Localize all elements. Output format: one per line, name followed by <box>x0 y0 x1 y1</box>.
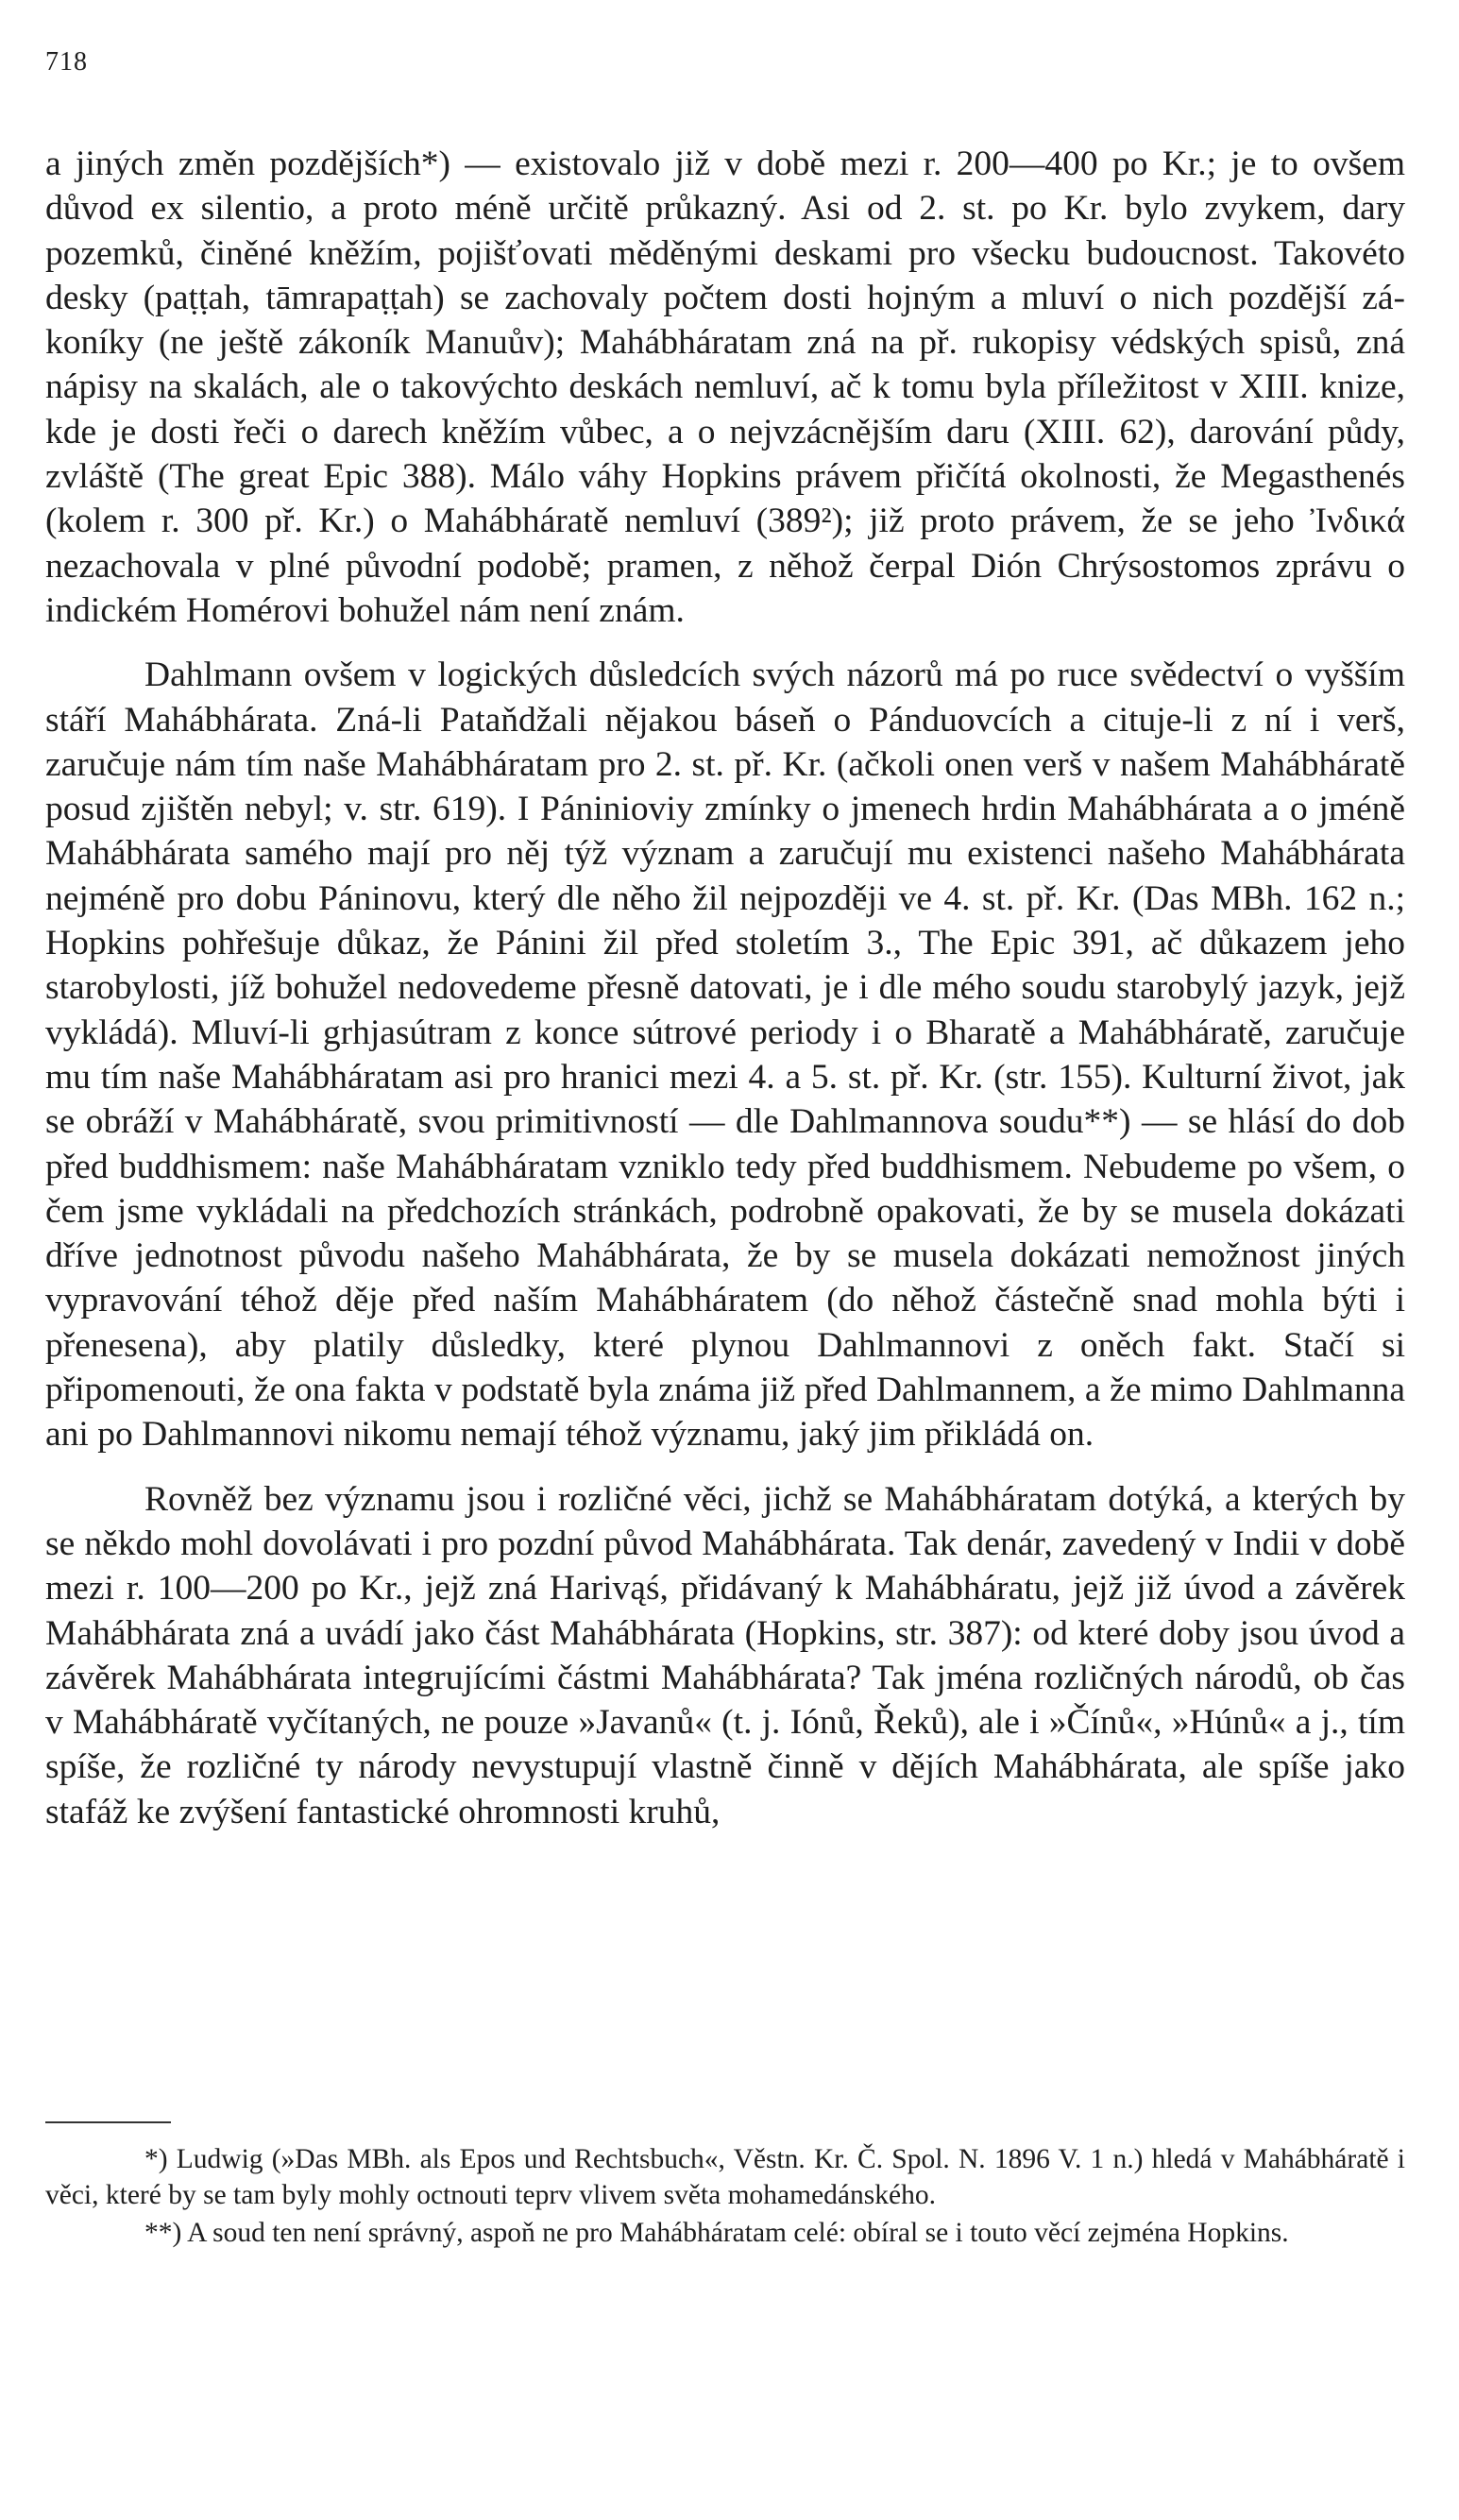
footnote-2: **) A soud ten není správný, aspoň ne pro Mahábháratam celé: obíral se i touto věcí zejména Hopkins. <box>144 2217 1289 2248</box>
paragraph-rovnez: Rovněž bez významu jsou i rozličné věci, jichž se Mahábháratam dotýká, a kterých by se někdo mohl dovolávati i pro pozdní původ Mahábhárata. Tak denár, zavedený v Indii v době mezi r. 100—200 po Kr., jejž zná Harivąś, přidávaný k Mahábháratu, jejž již úvod a závěrek Mahábhárata zná a uvádí jako část Mahábhárata (Hopkins, str. 387): od které doby jsou úvod a závěrek Mahábhárata integrujícími částmi Mahábhárata? Tak jména rozličných národů, ob čas v Mahábháratě vyčítaných, ne pouze »Javanů« (t. j. Iónů, Řeků), ale i »Čínů«, »Húnů« a j., tím spíše, že rozličné ty národy nevystupují vlastně činně v dějích Mahábhárata, ale spíše jako stafáž ke zvýšení fantastické ohromnosti kruhů, <box>45 1479 1405 1831</box>
main-text <box>45 142 1405 1834</box>
footnotes <box>45 2142 1405 2251</box>
footnote-divider <box>45 2121 171 2123</box>
page-number: 718 <box>45 47 88 77</box>
paragraph-continued: a jiných změn pozdějších*) — existovalo již v době mezi r. 200—400 po Kr.; je to ovšem důvod ex silentio, a proto méně určitě průkazný. Asi od 2. st. po Kr. bylo zvykem, dary pozemků, činěné kněžím, pojišťovati měděnými deskami pro všecku budoucnost. Takovéto desky (paṭṭah, tāmrapaṭṭah) se zachovaly počtem dosti hojným a mluví o nich pozdější zákoníky (ne ještě zákoník Manuův); Mahábháratam zná na př. rukopisy védských spisů, zná nápisy na skalách, ale o takovýchto deskách nemluví, ač k tomu byla příležitost v XIII. knize, kde je dosti řeči o darech kněžím vůbec, a o nejvzácnějším daru (XIII. 62), darování půdy, zvláště (The great Epic 388). Málo váhy Hopkins právem přičítá okolnosti, že Megasthenés (kolem r. 300 př. Kr.) o Mahábháratě nemluví (389²); již proto právem, že se jeho Ἰνδικά nezachovala v plné původní podobě; pramen, z něhož čerpal Dión Chrýsostomos zprávu o indickém Homérovi bohužel nám není znám. <box>45 145 1405 630</box>
footnote-1: *) Ludwig (»Das MBh. als Epos und Rechtsbuch«, Věstn. Kr. Č. Spol. N. 1896 V. 1 n.) hledá v Mahábháratě i věci, které by se tam byly mohly octnouti teprv vlivem světa mohamedánského. <box>45 2144 1405 2210</box>
paragraph-dahlmann: Dahlmann ovšem v logických důsledcích svých názorů má po ruce svědectví o vyšším stáří Mahábhárata. Zná-li Pataňdžali nějakou báseň o Pánduovcích a cituje-li z ní i verš, zaručuje nám tím naše Mahábháratam pro 2. st. př. Kr. (ačkoli onen verš v našem Mahábháratě posud zjištěn nebyl; v. str. 619). I Páninioviy zmínky o jmenech hrdin Mahábhárata a o jméně Mahábhárata samého mají pro něj týž význam a zaručují mu existenci našeho Mahábhárata nejméně pro dobu Páninovu, který dle něho žil nejpozději ve 4. st. př. Kr. (Das MBh. 162 n.; Hopkins pohřešuje důkaz, že Pánini žil před stoletím 3., The Epic 391, ač důkazem jeho starobylosti, jíž bohužel nedovedeme přesně datovati, je i dle mého soudu starobylý jazyk, jejž vykládá). Mluví-li grhjasútram z konce sútrové periody i o Bharatě a Mahábháratě, zaručuje mu tím naše Mahábháratam asi pro hranici mezi 4. a 5. st. př. Kr. (str. 155). Kulturní život, jak se obráží v Mahábháratě, svou primitivností — dle Dahlmannova soudu**) — se hlásí do dob před buddhismem: naše Mahábháratam vzniklo tedy před buddhismem. Nebudeme po všem, o čem jsme vykládali na předchozích stránkách, podrobně opakovati, že by se musela dokázati dříve jednotnost původu našeho Mahábhárata, že by se musela dokázati nemožnost jiných vypravování téhož děje před naším Mahábháratem (do něhož částečně snad mohla býti i přenesena), aby platily důsledky, které plynou Dahlmannovi z oněch fakt. Stačí si připomenouti, že ona fakta v podstatě byla známa již před Dahlmannem, a že mimo Dahlmanna ani po Dahlmannovi nikomu nemají téhož významu, jaký jim přikládá on. <box>45 656 1405 1455</box>
